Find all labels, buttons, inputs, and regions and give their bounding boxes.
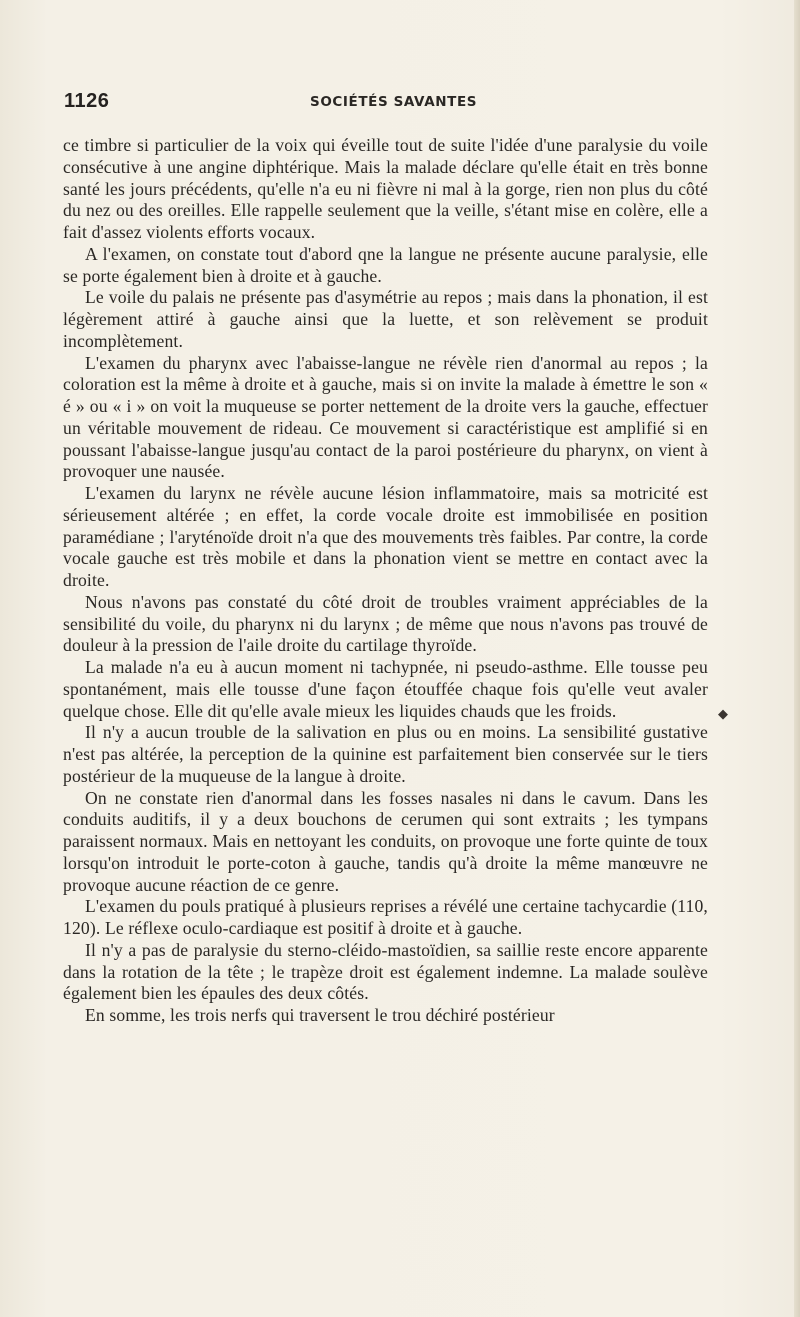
page-edge-shadow	[794, 0, 800, 1317]
paragraph-sensibility: Nous n'avons pas constaté du côté droit de troubles vraiment appréciables de la sensibilité du voile, du pharynx ni du larynx ; de même que nous n'avons pas trouvé de douleur à la pression de l'aile droite du cartilage thyroïde.	[63, 591, 708, 656]
paragraph-salivation: Il n'y a aucun trouble de la salivation en plus ou en moins. La sensibilité gustative n'est pas altérée, la perception de la quinine est parfaitement bien conservée sur le tiers postérieur de la muqueuse de la langue à droite.	[63, 722, 708, 786]
page-header	[64, 90, 709, 116]
paragraph-summary: En somme, les trois nerfs qui traversent le trou déchiré postérieur	[85, 1005, 555, 1025]
paragraph-larynx-exam: L'examen du larynx ne révèle aucune lésion inflammatoire, mais sa motricité est sérieusement altérée ; en effet, la corde vocale droite est immobilisée en position paramédiane ; l'aryténoïde droit n'a que des mouvements très faibles. Par contre, la corde vocale gauche est très mobile et dans la phonation vient se mettre en contact avec la droite.	[63, 483, 708, 590]
body-text	[63, 135, 708, 1027]
margin-mark: ◆	[718, 707, 728, 722]
paragraph-pulse: L'examen du pouls pratiqué à plusieurs reprises a révélé une certaine tachycardie (110, 120). Le réflexe oculo-cardiaque est positif à droite et à gauche.	[63, 896, 708, 938]
paragraph-tongue-exam: A l'examen, on constate tout d'abord qne la langue ne présente aucune paralysie, elle se porte également bien à droite et à gauche.	[63, 243, 708, 286]
paragraph-soft-palate: Le voile du palais ne présente pas d'asymétrie au repos ; mais dans la phonation, il est légèrement attiré à gauche ainsi que la luette, et son relèvement se produit incomplètement.	[63, 287, 708, 351]
page-number: 1126	[64, 90, 110, 112]
paragraph-nasal-ear: On ne constate rien d'anormal dans les fosses nasales ni dans le cavum. Dans les conduits auditifs, il y a deux bouchons de cerumen qui sont extraits ; les tympans paraissent normaux. Mais en nettoyant les conduits, on provoque une forte quinte de toux lorsqu'on introduit le porte-coton à gauche, tandis qu'à droite la même manœuvre ne provoque aucune réaction de ce genre.	[63, 787, 708, 895]
paragraph-continuation: ce timbre si particulier de la voix qui éveille tout de suite l'idée d'une paralysie du voile consécutive à une angine diphtérique. Mais la malade déclare qu'elle était en très bonne santé les jours précédents, qu'elle n'a eu ni fièvre ni mal à la gorge, rien non plus du côté du nez ou des oreilles. Elle rappelle seulement que la veille, s'étant mise en colère, elle a fait d'assez violents efforts vocaux.	[63, 135, 708, 242]
paragraph-sternocleido: Il n'y a pas de paralysie du sterno-cléido-mastoïdien, sa saillie reste encore apparente dans la rotation de la tête ; le trapèze droit est également indemne. La malade soulève également bien les épaules des deux côtés.	[63, 939, 708, 1004]
paragraph-pharynx-exam: L'examen du pharynx avec l'abaisse-langue ne révèle rien d'anormal au repos ; la coloration est la même à droite et à gauche, mais si on invite la malade à émettre le son « é » ou « i » on voit la muqueuse se porter nettement de la droite vers la gauche, effectuer un véritable mouvement de rideau. Ce mouvement si caractéristique est amplifié si en poussant l'abaisse-langue jusqu'au contact de la paroi postérieure du pharynx, on vient à provoquer une nausée.	[63, 352, 708, 482]
paragraph-breathing-cough: La malade n'a eu à aucun moment ni tachypnée, ni pseudo-asthme. Elle tousse peu spontanément, mais elle tousse d'une façon étouffée chaque fois qu'elle veut avaler quelque chose. Elle dit qu'elle avale mieux les liquides chauds que les froids.	[63, 657, 708, 721]
running-head: SOCIÉTÉS SAVANTES	[310, 94, 478, 110]
